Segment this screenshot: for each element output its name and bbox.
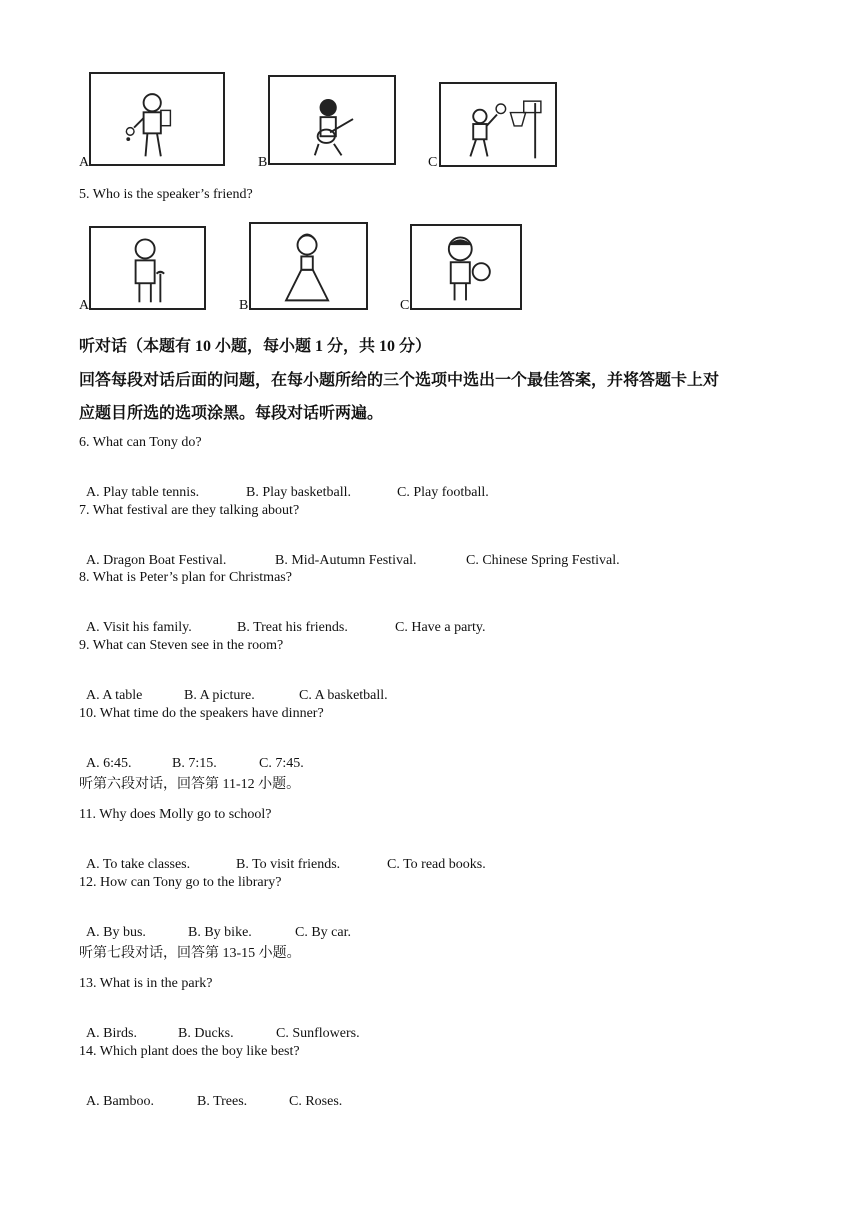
option-a: A. Dragon Boat Festival.: [86, 553, 227, 568]
option-b: B. Play basketball.: [246, 485, 351, 500]
question-9-options: [79, 672, 388, 704]
question-13-options: [79, 1010, 360, 1042]
option-a: A. Visit his family.: [86, 620, 192, 635]
q5-option-a: A: [79, 298, 90, 313]
section-instruction-2: 应题目所选的选项涂黑。每段对话听两遍。: [79, 405, 384, 422]
q5-option-b: B: [239, 298, 249, 313]
section-title: 听对话（本题有 10 小题，每小题 1 分，共 10 分）: [79, 338, 432, 355]
section-instruction-1: 回答每段对话后面的问题，在每小题所给的三个选项中选出一个最佳答案，并将答题卡上对: [79, 372, 720, 389]
option-c: C. A basketball.: [299, 688, 388, 703]
boy-ball-icon: [412, 226, 520, 308]
option-c: C. Chinese Spring Festival.: [466, 553, 620, 568]
option-b: B. 7:15.: [172, 756, 217, 771]
question-7-options: [79, 537, 620, 569]
q5-picture-b: [249, 222, 368, 310]
question-14-options: [79, 1078, 342, 1110]
q4-picture-c: [439, 82, 557, 167]
option-c: C. Have a party.: [395, 620, 486, 635]
option-a: A. A table: [86, 688, 143, 703]
option-a: A. To take classes.: [86, 857, 191, 872]
option-c: C. Roses.: [289, 1094, 343, 1109]
question-8: 8. What is Peter’s plan for Christmas?: [79, 570, 292, 585]
question-11: 11. Why does Molly go to school?: [79, 807, 272, 822]
question-10: 10. What time do the speakers have dinner?: [79, 706, 324, 721]
question-12: 12. How can Tony go to the library?: [79, 875, 282, 890]
option-a: A. 6:45.: [86, 756, 132, 771]
dialogue-6-note: 听第六段对话，回答第 11-12 小题。: [79, 777, 301, 792]
option-a: A. Bamboo.: [86, 1094, 155, 1109]
girl-dress-icon: [251, 224, 366, 308]
option-c: C. By car.: [295, 925, 351, 940]
q4-option-b: B: [258, 155, 268, 170]
option-c: C. Play football.: [397, 485, 489, 500]
q4-option-c: C: [428, 155, 438, 170]
q4-option-a: A: [79, 155, 90, 170]
option-a: A. Birds.: [86, 1026, 137, 1041]
question-10-options: [79, 740, 304, 772]
question-9: 9. What can Steven see in the room?: [79, 638, 284, 653]
q4-picture-a: [89, 72, 225, 166]
q5-picture-c: [410, 224, 522, 310]
option-b: B. A picture.: [184, 688, 255, 703]
option-b: B. Mid-Autumn Festival.: [275, 553, 417, 568]
boy-guitar-icon: [270, 77, 394, 163]
dialogue-7-note: 听第七段对话，回答第 13-15 小题。: [79, 946, 301, 961]
question-7: 7. What festival are they talking about?: [79, 503, 300, 518]
q5-option-c: C: [400, 298, 410, 313]
question-14: 14. Which plant does the boy like best?: [79, 1044, 300, 1059]
option-b: B. Ducks.: [178, 1026, 234, 1041]
question-8-options: [79, 604, 485, 636]
option-b: B. Treat his friends.: [237, 620, 348, 635]
option-a: A. By bus.: [86, 925, 146, 940]
option-b: B. By bike.: [188, 925, 252, 940]
boy-table-tennis-icon: [91, 74, 223, 164]
option-b: B. Trees.: [197, 1094, 248, 1109]
question-6-options: [79, 469, 489, 501]
q4-picture-b: [268, 75, 396, 165]
option-a: A. Play table tennis.: [86, 485, 200, 500]
question-6: 6. What can Tony do?: [79, 435, 202, 450]
option-b: B. To visit friends.: [236, 857, 341, 872]
question-12-options: [79, 909, 351, 941]
q5-picture-a: [89, 226, 206, 310]
option-c: C. 7:45.: [259, 756, 304, 771]
question-13: 13. What is in the park?: [79, 976, 213, 991]
question-11-options: [79, 841, 486, 873]
q5-question: 5. Who is the speaker’s friend?: [79, 187, 253, 202]
boy-basketball-icon: [441, 84, 555, 165]
old-man-cane-icon: [91, 228, 204, 308]
option-c: C. Sunflowers.: [276, 1026, 360, 1041]
option-c: C. To read books.: [387, 857, 486, 872]
